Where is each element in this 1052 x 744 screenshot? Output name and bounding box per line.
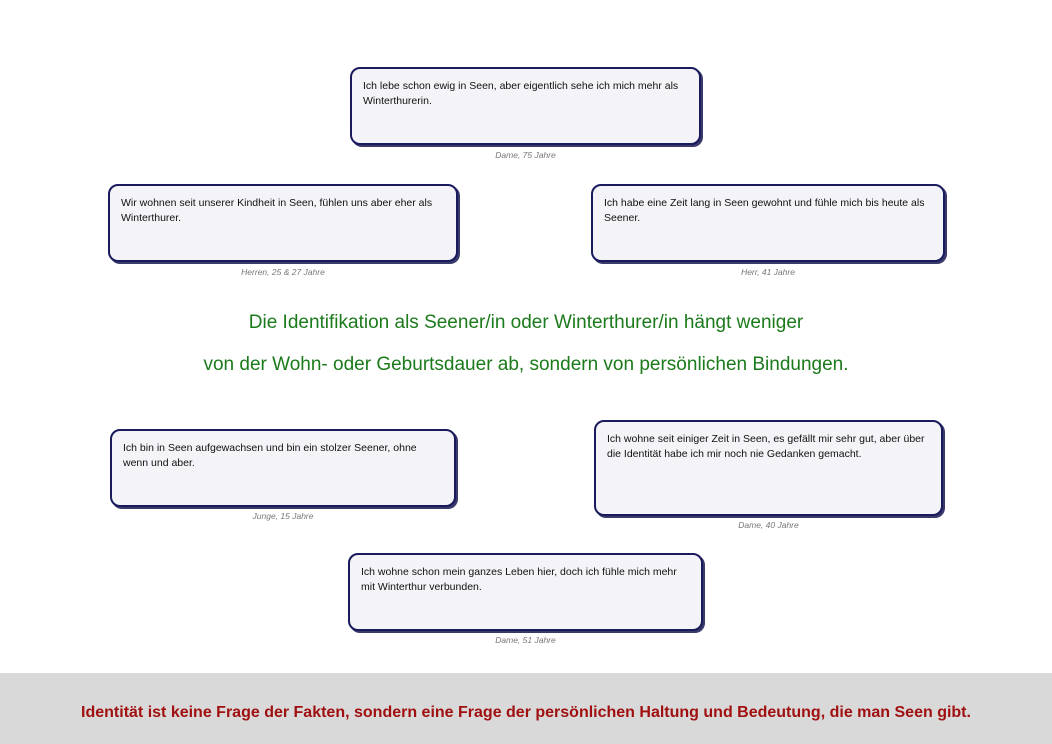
quote-box-top bbox=[350, 67, 701, 145]
quote-text: Ich wohne schon mein ganzes Leben hier, doch ich fühle mich mehr mit Winterthur verbunden. bbox=[361, 566, 677, 593]
headline-line-2: von der Wohn- oder Geburtsdauer ab, sondern von persönlichen Bindungen. bbox=[203, 354, 849, 375]
quote-text: Wir wohnen seit unserer Kindheit in Seen, fühlen uns aber eher als Winterthurer. bbox=[121, 197, 433, 224]
quote-text: Ich lebe schon ewig in Seen, aber eigentlich sehe ich mich mehr als Winterthurerin. bbox=[363, 80, 679, 107]
quote-box-bottom bbox=[348, 553, 703, 631]
headline-line-1: Die Identifikation als Seener/in oder Winterthurer/in hängt weniger bbox=[248, 312, 804, 333]
quote-box-lower-right bbox=[594, 420, 943, 516]
quote-box-lower-left bbox=[110, 429, 456, 507]
quote-speaker: Dame, 75 Jahre bbox=[495, 150, 556, 160]
quote-text: Ich wohne seit einiger Zeit in Seen, es gefällt mir sehr gut, aber über die Identität habe ich mir noch nie Gedanken gemacht. bbox=[607, 433, 925, 460]
quote-text: Ich habe eine Zeit lang in Seen gewohnt und fühle mich bis heute als Seener. bbox=[604, 197, 925, 224]
quote-speaker: Herren, 25 & 27 Jahre bbox=[241, 267, 325, 277]
footer-conclusion: Identität ist keine Frage der Fakten, sondern eine Frage der persönlichen Haltung und Bedeutung, die man Seen gibt. bbox=[81, 704, 971, 721]
quote-box-upper-right bbox=[591, 184, 945, 262]
quote-speaker: Dame, 40 Jahre bbox=[738, 520, 799, 530]
quote-speaker: Dame, 51 Jahre bbox=[495, 635, 556, 645]
quote-speaker: Herr, 41 Jahre bbox=[741, 267, 795, 277]
quote-speaker: Junge, 15 Jahre bbox=[252, 511, 314, 521]
quote-text: Ich bin in Seen aufgewachsen und bin ein stolzer Seener, ohne wenn und aber. bbox=[123, 442, 417, 469]
quote-box-upper-left bbox=[108, 184, 458, 262]
